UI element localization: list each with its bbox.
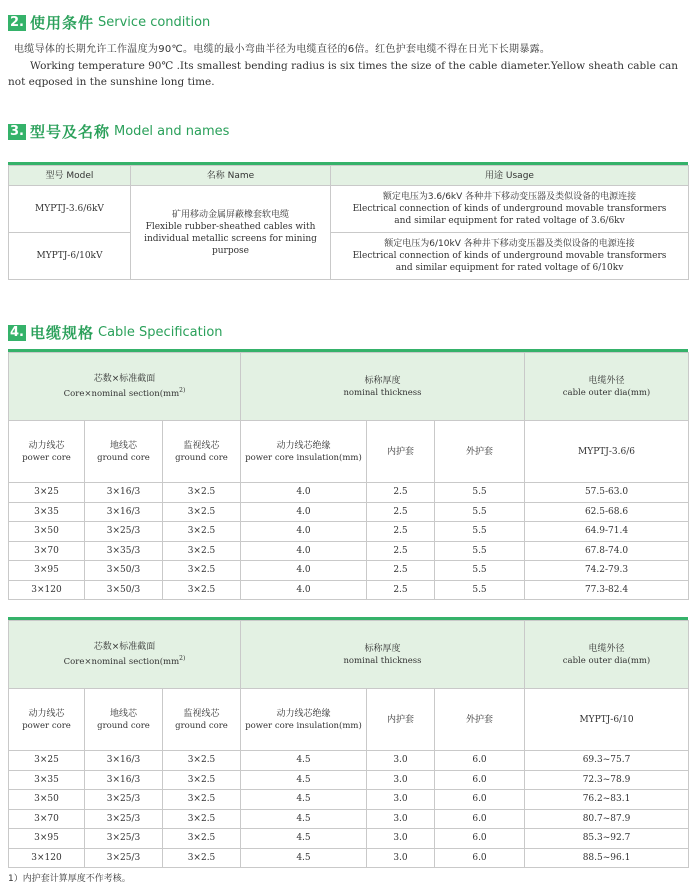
table-row [9, 186, 689, 233]
header-usage: 用途 Usage [331, 166, 689, 186]
usage-en: Electrical connection of kinds of underground movable transformers and similar equipment for rated voltage of 6/10kv [352, 251, 667, 273]
usage-cell [331, 233, 689, 280]
spec-table-body [9, 751, 689, 868]
table-row [9, 809, 689, 829]
table-row [9, 522, 689, 542]
core-cn: 芯数×标准截面 [93, 642, 156, 653]
header-outer-dia [525, 621, 689, 689]
table-cell: 6.0 [435, 751, 525, 771]
table-cell: 4.5 [241, 809, 367, 829]
header-model: 型号 Model [9, 166, 131, 186]
table-cell: 57.5-63.0 [525, 483, 689, 503]
table-cell: 3×16/3 [85, 502, 163, 522]
table-cell: 3×16/3 [85, 751, 163, 771]
table-cell: 3×2.5 [163, 770, 241, 790]
name-cn: 矿用移动金属屏蔽橡套软电缆 [171, 209, 289, 220]
outer-sheath: 外护套 [435, 689, 525, 751]
insulation-en: power core insulation(mm) [245, 452, 362, 463]
section-number: 3. [8, 124, 26, 140]
power-core-en: power core [22, 452, 71, 463]
section-3-heading [8, 121, 229, 142]
table-cell: 80.7~87.9 [525, 809, 689, 829]
table-cell: 76.2~83.1 [525, 790, 689, 810]
table-cell: 4.0 [241, 483, 367, 503]
table-cell: 2.5 [367, 541, 435, 561]
ground-core-cn: 地线芯 [109, 708, 137, 719]
table-cell: 2.5 [367, 580, 435, 600]
table-cell: 6.0 [435, 809, 525, 829]
ground-core-en: ground core [97, 452, 150, 463]
table-cell: 88.5~96.1 [525, 848, 689, 868]
section-number: 4. [8, 325, 26, 341]
section-number: 2. [8, 15, 26, 31]
table-cell: 3×25/3 [85, 848, 163, 868]
dia-cn: 电缆外径 [588, 375, 625, 386]
table-cell: 74.2-79.3 [525, 561, 689, 581]
ground-core-cn: 地线芯 [109, 440, 137, 451]
footnote: 1）内护套计算厚度不作考核。 [8, 874, 131, 884]
table-cell: 69.3~75.7 [525, 751, 689, 771]
table-cell: 3×16/3 [85, 483, 163, 503]
table-cell: 4.0 [241, 522, 367, 542]
core-en [9, 385, 240, 400]
table-cell: 5.5 [435, 522, 525, 542]
thick-en: nominal thickness [343, 655, 422, 666]
table-cell: 3×25/3 [85, 522, 163, 542]
table-cell: 3×95 [9, 829, 85, 849]
table-cell: 5.5 [435, 580, 525, 600]
monitor-core-en: ground core [175, 452, 228, 463]
group-header-row [9, 621, 689, 689]
table-cell: 67.8-74.0 [525, 541, 689, 561]
header-core [9, 353, 241, 421]
usage-cn: 额定电压为3.6/6kV 各种井下移动变压器及类似设备的电源连接 [382, 192, 637, 202]
core-sup: 2) [179, 387, 186, 395]
monitor-core-en: ground core [175, 720, 228, 731]
service-condition-text-cn: 电缆导体的长期允许工作温度为90℃。电缆的最小弯曲半径为电缆直径的6倍。红色护套电缆不得在日光下长期暴露。 [14, 44, 551, 55]
section-title-cn: 使用条件 [30, 14, 95, 32]
table-row [9, 751, 689, 771]
model-header: MYPTJ-6/10 [525, 689, 689, 751]
table-cell: 3×2.5 [163, 848, 241, 868]
table-cell: 3×16/3 [85, 770, 163, 790]
table-cell: 3.0 [367, 770, 435, 790]
monitor-core-cn: 监视线芯 [183, 708, 220, 719]
header-outer-dia [525, 353, 689, 421]
outer-sheath: 外护套 [435, 421, 525, 483]
table-cell: 3×50 [9, 790, 85, 810]
section-title-cn: 型号及名称 [30, 123, 111, 141]
table-row [9, 580, 689, 600]
inner-sheath: 内护套 [367, 689, 435, 751]
table-cell: 3×25/3 [85, 809, 163, 829]
table-cell: 3×35 [9, 502, 85, 522]
table-cell: 3×35/3 [85, 541, 163, 561]
table-cell: 3×2.5 [163, 522, 241, 542]
usage-en: Electrical connection of kinds of underground movable transformers and similar equipment for rated voltage of 3.6/6kv [352, 204, 667, 226]
table-cell: 3×50/3 [85, 561, 163, 581]
dia-cn: 电缆外径 [588, 643, 625, 654]
service-condition-text-en: Working temperature 90℃ .Its smallest bending radius is six times the size of the cable diameter.Yellow sheath cable can not eqposed in the sunshine long time. [8, 60, 679, 88]
monitor-core-cn: 监视线芯 [183, 440, 220, 451]
table-cell: 4.5 [241, 829, 367, 849]
table-cell: 4.0 [241, 502, 367, 522]
table-row [9, 848, 689, 868]
table-cell: 3×95 [9, 561, 85, 581]
table-cell: 3×120 [9, 848, 85, 868]
table-row [9, 790, 689, 810]
table-cell: 4.5 [241, 848, 367, 868]
table-cell: 5.5 [435, 561, 525, 581]
table-cell: 3×2.5 [163, 502, 241, 522]
insulation-cn: 动力线芯绝缘 [276, 440, 331, 451]
table-cell: 3.0 [367, 751, 435, 771]
table-cell: 4.5 [241, 790, 367, 810]
table-cell: 72.3~78.9 [525, 770, 689, 790]
table-cell: 4.0 [241, 561, 367, 581]
table-row [9, 541, 689, 561]
power-core-en: power core [22, 720, 71, 731]
spec-table-2 [8, 620, 689, 868]
table-cell: 3×25/3 [85, 790, 163, 810]
core-en-text: Core×nominal section(mm [63, 656, 180, 667]
table-row [9, 770, 689, 790]
table-row [9, 483, 689, 503]
table-cell: 3.0 [367, 809, 435, 829]
thick-cn: 标称厚度 [364, 643, 401, 654]
header-thickness [241, 353, 525, 421]
table-cell: 3.0 [367, 790, 435, 810]
table-cell: 3×35 [9, 770, 85, 790]
table-cell: 2.5 [367, 522, 435, 542]
table-cell: 3×25 [9, 483, 85, 503]
ground-core-en: ground core [97, 720, 150, 731]
table-cell: 4.0 [241, 541, 367, 561]
spec-table-1 [8, 352, 689, 600]
table-cell: 3×70 [9, 541, 85, 561]
table-cell: 62.5-68.6 [525, 502, 689, 522]
model-names-table [8, 165, 689, 280]
table-cell: 3×70 [9, 809, 85, 829]
section-title-en: Service condition [98, 15, 211, 30]
table-cell: 2.5 [367, 502, 435, 522]
insulation-cn: 动力线芯绝缘 [276, 708, 331, 719]
table-cell: 3×2.5 [163, 561, 241, 581]
table-cell: 4.5 [241, 751, 367, 771]
name-en: Flexible rubber-sheathed cables with individual metallic screens for mining purpose [144, 221, 317, 256]
table-cell: 3×25/3 [85, 829, 163, 849]
usage-cell [331, 186, 689, 233]
table-cell: 3×120 [9, 580, 85, 600]
table-header-row [9, 166, 689, 186]
power-core-cn: 动力线芯 [28, 440, 65, 451]
table-cell: 6.0 [435, 790, 525, 810]
core-cn: 芯数×标准截面 [93, 374, 156, 385]
inner-sheath: 内护套 [367, 421, 435, 483]
table-cell: 2.5 [367, 483, 435, 503]
dia-en: cable outer dia(mm) [562, 655, 651, 666]
insulation-en: power core insulation(mm) [245, 720, 362, 731]
table-cell: 6.0 [435, 770, 525, 790]
table-cell: 3×25 [9, 751, 85, 771]
core-en-text: Core×nominal section(mm [63, 388, 180, 399]
name-cell [131, 186, 331, 280]
model-header: MYPTJ-3.6/6 [525, 421, 689, 483]
table-row [9, 233, 689, 280]
table-cell: 3×2.5 [163, 580, 241, 600]
header-core [9, 621, 241, 689]
table-cell: 4.5 [241, 770, 367, 790]
thick-en: nominal thickness [343, 387, 422, 398]
table-cell: 3.0 [367, 829, 435, 849]
spec-table-body [9, 483, 689, 600]
table-cell: 3×2.5 [163, 751, 241, 771]
table-cell: 6.0 [435, 829, 525, 849]
table-cell: 77.3-82.4 [525, 580, 689, 600]
header-name: 名称 Name [131, 166, 331, 186]
section-2-heading [8, 12, 210, 33]
table-cell: 3×50 [9, 522, 85, 542]
table-row [9, 502, 689, 522]
table-cell: 85.3~92.7 [525, 829, 689, 849]
group-header-row [9, 353, 689, 421]
model-cell: MYPTJ-3.6/6kV [9, 186, 131, 233]
table-cell: 5.5 [435, 483, 525, 503]
table-row [9, 561, 689, 581]
dia-en: cable outer dia(mm) [562, 387, 651, 398]
sub-header-row [9, 421, 689, 483]
table-cell: 3×2.5 [163, 541, 241, 561]
table-cell: 3.0 [367, 848, 435, 868]
table-cell: 4.0 [241, 580, 367, 600]
power-core-cn: 动力线芯 [28, 708, 65, 719]
table-cell: 6.0 [435, 848, 525, 868]
table-cell: 5.5 [435, 541, 525, 561]
table-cell: 3×50/3 [85, 580, 163, 600]
section-title-cn: 电缆规格 [30, 324, 95, 342]
table-cell: 3×2.5 [163, 483, 241, 503]
table-cell: 3×2.5 [163, 809, 241, 829]
table-cell: 64.9-71.4 [525, 522, 689, 542]
section-title-en: Cable Specification [98, 325, 223, 340]
table-cell: 3×2.5 [163, 790, 241, 810]
core-sup: 2) [179, 655, 186, 663]
usage-cn: 额定电压为6/10kV 各种井下移动变压器及类似设备的电源连接 [384, 239, 635, 249]
table-cell: 3×2.5 [163, 829, 241, 849]
section-title-en: Model and names [114, 124, 230, 139]
header-thickness [241, 621, 525, 689]
core-en [9, 653, 240, 668]
table-cell: 2.5 [367, 561, 435, 581]
table-row [9, 829, 689, 849]
model-cell: MYPTJ-6/10kV [9, 233, 131, 280]
sub-header-row [9, 689, 689, 751]
section-4-heading [8, 322, 223, 343]
table-cell: 5.5 [435, 502, 525, 522]
thick-cn: 标称厚度 [364, 375, 401, 386]
